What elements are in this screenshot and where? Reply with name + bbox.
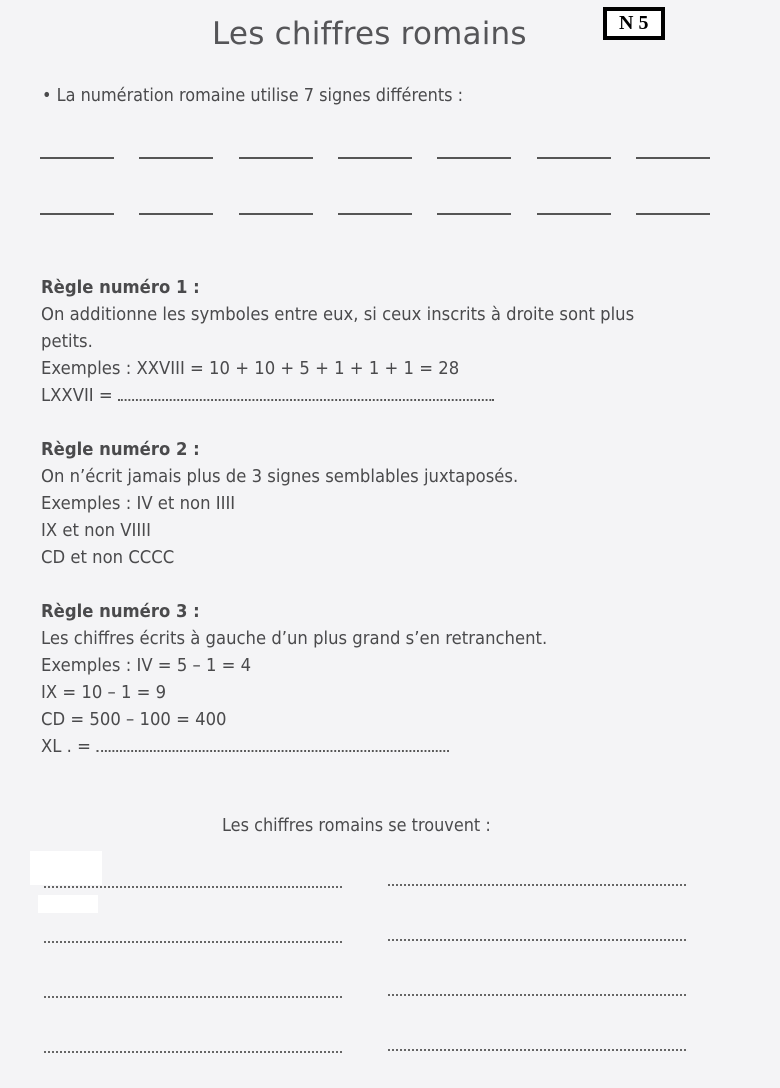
rule-1-exercise-label: LXXVII = <box>41 386 113 406</box>
rule-2-title: Règle numéro 2 : <box>41 440 200 460</box>
answer-blank[interactable] <box>40 157 114 159</box>
rule-1-title: Règle numéro 1 : <box>41 278 200 298</box>
answer-line[interactable] <box>44 886 342 888</box>
page-title: Les chiffres romains <box>212 16 527 52</box>
rule-2-example: CD et non CCCC <box>41 548 175 568</box>
rule-2-example: IX et non VIIII <box>41 521 151 541</box>
rule-1-answer-field[interactable] <box>118 385 494 401</box>
intro-text: • La numération romaine utilise 7 signes différents : <box>42 86 464 106</box>
rule-1-example: Exemples : XXVIII = 10 + 10 + 5 + 1 + 1 + 1 = 28 <box>41 359 460 379</box>
whiteout-patch <box>30 851 102 885</box>
rule-1-text-cont: petits. <box>41 332 93 352</box>
answer-blank[interactable] <box>636 213 710 215</box>
answer-blank[interactable] <box>40 213 114 215</box>
answer-line[interactable] <box>44 1051 342 1053</box>
rule-3-example: CD = 500 – 100 = 400 <box>41 710 227 730</box>
blank-row-1 <box>40 157 710 159</box>
rule-3 <box>41 599 580 761</box>
answer-line[interactable] <box>44 996 342 998</box>
rule-1-exercise <box>41 383 634 410</box>
rule-3-title: Règle numéro 3 : <box>41 602 200 622</box>
answer-blank[interactable] <box>437 213 511 215</box>
answer-line[interactable] <box>388 1049 686 1051</box>
answer-blank[interactable] <box>636 157 710 159</box>
rule-3-answer-field[interactable] <box>96 736 449 752</box>
rule-3-example: Exemples : IV = 5 – 1 = 4 <box>41 656 252 676</box>
rule-3-exercise-label: XL . = <box>41 737 91 757</box>
blank-row-2 <box>40 213 710 215</box>
answer-blank[interactable] <box>537 157 611 159</box>
rule-3-exercise <box>41 734 547 761</box>
rule-3-example: IX = 10 – 1 = 9 <box>41 683 167 703</box>
rule-2 <box>41 437 549 572</box>
answer-blank[interactable] <box>537 213 611 215</box>
rule-1 <box>41 275 672 410</box>
rule-1-text: On additionne les symboles entre eux, si ceux inscrits à droite sont plus <box>41 305 635 325</box>
answer-blank[interactable] <box>139 213 213 215</box>
answer-blank[interactable] <box>437 157 511 159</box>
where-found-title: Les chiffres romains se trouvent : <box>222 816 491 836</box>
answer-line[interactable] <box>388 884 686 886</box>
answer-blank[interactable] <box>139 157 213 159</box>
answer-line[interactable] <box>388 994 686 996</box>
rule-2-text: On n’écrit jamais plus de 3 signes semblables juxtaposés. <box>41 467 519 487</box>
answer-blank[interactable] <box>239 213 313 215</box>
whiteout-patch <box>38 895 98 913</box>
answer-line[interactable] <box>388 939 686 941</box>
answer-blank[interactable] <box>338 157 412 159</box>
answer-blank[interactable] <box>338 213 412 215</box>
answer-line[interactable] <box>44 941 342 943</box>
rule-2-example: Exemples : IV et non IIII <box>41 494 236 514</box>
worksheet-number-badge: N 5 <box>603 7 665 40</box>
rule-3-text: Les chiffres écrits à gauche d’un plus grand s’en retranchent. <box>41 629 548 649</box>
answer-blank[interactable] <box>239 157 313 159</box>
